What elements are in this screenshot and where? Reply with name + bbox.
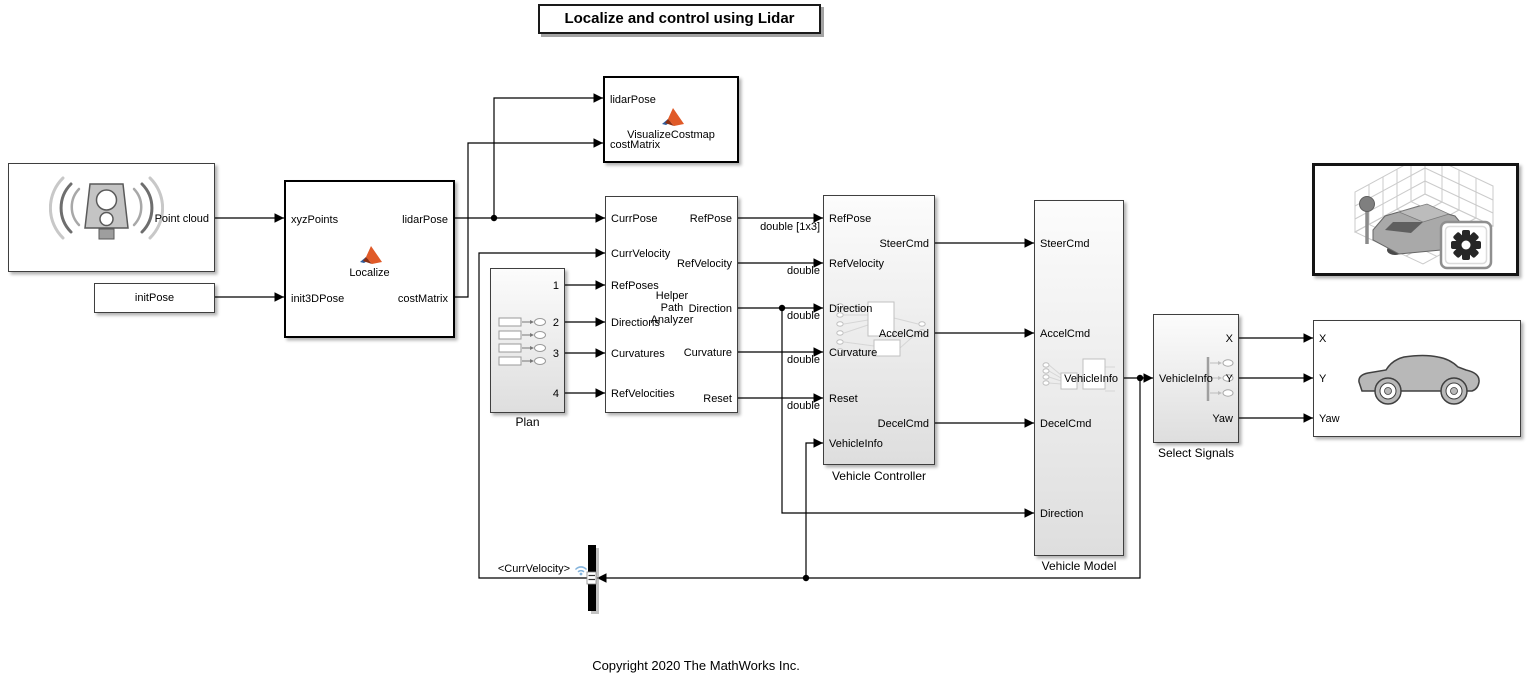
- port-label: RefVelocities: [611, 388, 675, 400]
- port-label: Reset: [703, 393, 732, 405]
- block-caption: Plan: [515, 415, 540, 429]
- signal-label: double: [786, 354, 820, 366]
- block-caption: Vehicle Model: [1041, 559, 1117, 573]
- localize-block[interactable]: [284, 180, 455, 338]
- port-label: Curvatures: [611, 348, 665, 360]
- port-label: Curvature: [829, 347, 878, 359]
- port-label: 2: [552, 317, 559, 329]
- wireless-logging-icon: [573, 561, 589, 577]
- port-label: lidarPose: [610, 94, 656, 106]
- scene-3d-icon: [1315, 166, 1516, 273]
- plan-preview-icon: [497, 315, 555, 367]
- port-label: Direction: [1040, 508, 1084, 520]
- port-label: SteerCmd: [879, 238, 929, 250]
- port-label: X: [1319, 333, 1327, 345]
- vehicle-visualization-block[interactable]: [1313, 320, 1521, 437]
- port-label: Direction: [829, 303, 873, 315]
- port-label: xyzPoints: [291, 214, 339, 226]
- port-label: 1: [552, 280, 559, 292]
- port-label: AccelCmd: [878, 328, 929, 340]
- diagram-title: Localize and control using Lidar: [538, 4, 821, 34]
- port-label: VehicleInfo: [1064, 373, 1118, 385]
- port-label: RefPoses: [611, 280, 659, 292]
- block-label: Localize: [349, 267, 390, 279]
- port-label: Yaw: [1319, 413, 1340, 425]
- bus-selector-bar[interactable]: [587, 545, 599, 614]
- port-label: costMatrix: [610, 139, 661, 151]
- signal-label: double: [786, 310, 820, 322]
- signal-label: <CurrVelocity>: [497, 563, 570, 575]
- port-label: VehicleInfo: [829, 438, 883, 450]
- port-label: Curvature: [683, 347, 732, 359]
- port-label: RefPose: [829, 213, 872, 225]
- port-label: 3: [552, 348, 559, 360]
- matlab-logo-icon: [359, 245, 383, 267]
- gear-icon: [1441, 222, 1491, 268]
- port-label: X: [1225, 333, 1233, 345]
- block-caption: Vehicle Controller: [831, 469, 927, 483]
- init-pose-block[interactable]: [94, 283, 215, 313]
- simulation-3d-scene-block[interactable]: [1312, 163, 1519, 276]
- port-label: RefVelocity: [676, 258, 732, 270]
- block-label: Helper Path Analyzer: [650, 290, 694, 326]
- port-label: DecelCmd: [1040, 418, 1092, 430]
- lidar-sensor-block[interactable]: [8, 163, 215, 272]
- port-label: AccelCmd: [1040, 328, 1091, 340]
- block-caption: Select Signals: [1157, 446, 1235, 460]
- port-label: DecelCmd: [877, 418, 929, 430]
- car-side-icon: [1354, 347, 1484, 411]
- copyright-annotation: Copyright 2020 The MathWorks Inc.: [592, 658, 800, 673]
- signal-label: double [1x3]: [760, 221, 820, 233]
- port-label: init3DPose: [291, 293, 345, 305]
- vehicle-model-block[interactable]: [1034, 200, 1124, 556]
- port-label: CurrPose: [611, 213, 658, 225]
- block-label: initPose: [134, 292, 175, 304]
- port-label: Y: [1225, 373, 1233, 385]
- lidar-sensor-icon: [49, 176, 164, 261]
- port-label: RefVelocity: [829, 258, 885, 270]
- port-label: Directions: [611, 317, 660, 329]
- port-label: Direction: [688, 303, 732, 315]
- port-label: SteerCmd: [1040, 238, 1090, 250]
- port-label: Y: [1319, 373, 1327, 385]
- signal-label: double: [786, 400, 820, 412]
- block-label: VisualizeCostmap: [627, 129, 715, 141]
- port-label: Point cloud: [154, 213, 209, 225]
- port-label: VehicleInfo: [1159, 373, 1213, 385]
- port-label: costMatrix: [397, 293, 448, 305]
- port-label: lidarPose: [402, 214, 448, 226]
- vehicle-controller-block[interactable]: [823, 195, 935, 465]
- matlab-logo-icon: [661, 107, 685, 129]
- port-label: RefPose: [689, 213, 732, 225]
- visualize-costmap-block[interactable]: [603, 76, 739, 163]
- port-label: Reset: [829, 393, 858, 405]
- port-label: 4: [552, 388, 559, 400]
- select-signals-block[interactable]: [1153, 314, 1239, 443]
- port-label: Yaw: [1212, 413, 1233, 425]
- plan-block[interactable]: [490, 268, 565, 413]
- signal-label: double: [786, 265, 820, 277]
- port-label: CurrVelocity: [611, 248, 671, 260]
